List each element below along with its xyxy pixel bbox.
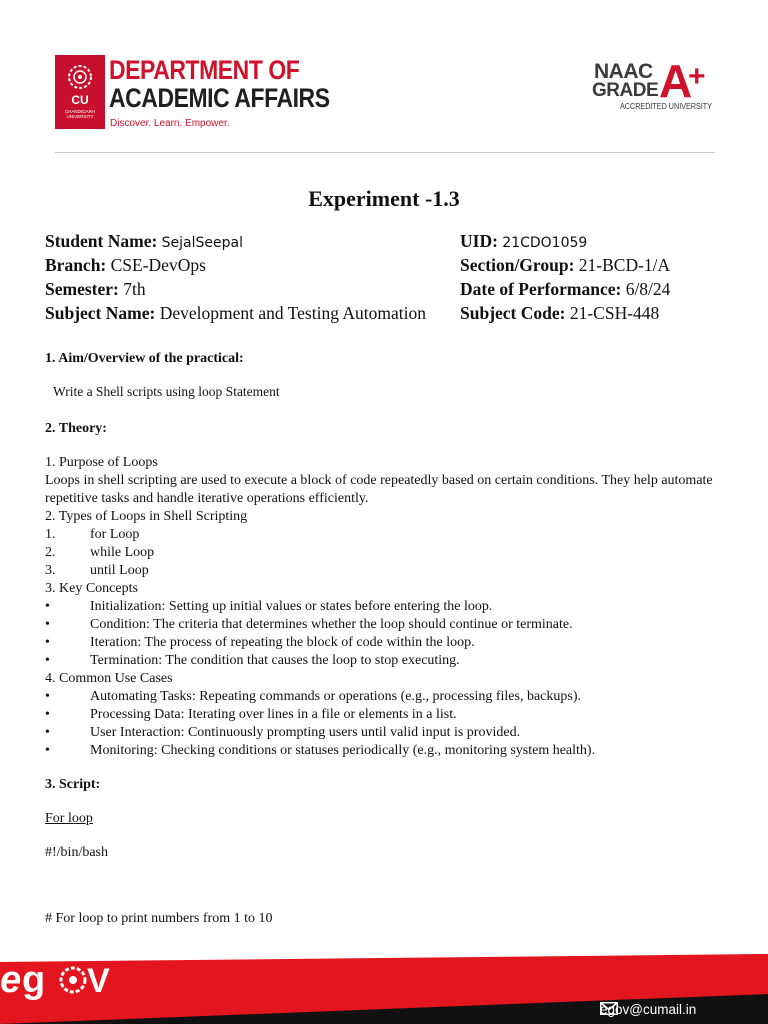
aim-heading: 1. Aim/Overview of the practical: [45,351,244,366]
uid-value: 21CDO1059 [502,235,588,251]
list-item [45,562,725,580]
grade-value: A [659,55,693,107]
header-divider [55,152,715,153]
purpose-text: Loops in shell scripting are used to execute a block of code repeatedly based on certain conditions. They help automate repetitive tasks and handle iterative operations efficiently. [45,473,713,506]
bullet: • [45,725,50,740]
subject-name-row [45,301,426,325]
student-name-value: SejalSeepal [161,235,243,251]
student-name-row [45,229,426,253]
subject-name-value: Development and Testing Automation [159,303,426,323]
uid-label: UID: [460,231,498,251]
list-text: Processing Data: Iterating over lines in a file or elements in a list. [90,707,457,722]
branch-row [45,253,426,277]
bullet: • [45,707,50,722]
date-row [460,277,670,301]
list-item [45,742,725,760]
department-tagline: Discover. Learn. Empower. [110,118,230,129]
egov-logo [0,954,130,1004]
list-text: Automating Tasks: Repeating commands or operations (e.g., processing files, backups). [90,689,581,704]
student-name-label: Student Name: [45,231,158,251]
bullet: • [45,653,50,668]
semester-value: 7th [123,279,146,299]
subject-code-value: 21-CSH-448 [569,303,660,323]
department-line2: ACADEMIC AFFAIRS [109,83,330,113]
naac-text: NAAC [594,60,653,83]
bullet: • [45,743,50,758]
section-value: 21-BCD-1/A [578,255,671,275]
svg-text:V: V [87,962,110,1000]
list-text: Initialization: Setting up initial values or states before entering the loop. [90,599,493,614]
list-text: Monitoring: Checking conditions or statuses periodically (e.g., monitoring system health). [90,743,596,758]
list-item [45,544,725,562]
bullet: • [45,617,50,632]
theory-body [45,454,725,760]
theory-heading: 2. Theory: [45,421,107,436]
cu-emblem-icon [64,61,96,93]
naac-badge [592,55,717,118]
script-comment: # For loop to print numbers from 1 to 10 [45,911,273,926]
list-item [45,724,725,742]
footer-banner [0,954,768,1024]
list-text: for Loop [90,527,140,542]
subject-name-label: Subject Name: [45,303,156,323]
list-text: until Loop [90,563,149,578]
uid-row [460,229,670,253]
branch-value: CSE-DevOps [110,255,206,275]
section-row [460,253,670,277]
list-item [45,526,725,544]
list-text: Iteration: The process of repeating the block of code within the loop. [90,635,475,650]
student-info-left [45,229,426,325]
date-label: Date of Performance: [460,279,622,299]
list-text: User Interaction: Continuously prompting users until valid input is provided. [90,725,521,740]
list-number: 2. [45,545,56,560]
logo-subtext: CHANDIGARH UNIVERSITY [64,109,96,119]
list-text: Condition: The criteria that determines whether the loop should continue or terminate. [90,617,573,632]
purpose-heading: 1. Purpose of Loops [45,455,158,470]
list-item [45,688,725,706]
svg-text:g: g [22,959,46,1001]
section-label: Section/Group: [460,255,575,275]
list-number: 1. [45,527,56,542]
subject-code-label: Subject Code: [460,303,566,323]
concepts-heading: 3. Key Concepts [45,581,138,596]
cu-logo [55,55,105,129]
list-text: Termination: The condition that causes the loop to stop executing. [90,653,460,668]
shebang-line: #!/bin/bash [45,845,108,860]
bullet: • [45,689,50,704]
department-line1: DEPARTMENT OF [109,55,300,85]
mail-icon [600,1002,618,1015]
usecases-heading: 4. Common Use Cases [45,671,173,686]
experiment-title: Experiment -1.3 [308,186,460,211]
aim-text: Write a Shell scripts using loop Statement [53,384,280,399]
bullet: • [45,635,50,650]
department-title [109,56,369,112]
script-heading: 3. Script: [45,777,101,792]
list-item [45,616,725,634]
branch-label: Branch: [45,255,107,275]
date-value: 6/8/24 [625,279,671,299]
grade-plus: + [688,60,706,93]
list-number: 3. [45,563,56,578]
list-item [45,598,725,616]
semester-label: Semester: [45,279,119,299]
list-item [45,706,725,724]
bullet: • [45,599,50,614]
types-heading: 2. Types of Loops in Shell Scripting [45,509,248,524]
logo-text: CU [71,93,89,107]
list-text: while Loop [90,545,155,560]
grade-text: GRADE [592,80,659,101]
subject-code-row [460,301,670,325]
student-info-right [460,229,670,325]
svg-text:e: e [0,959,22,1001]
list-item [45,634,725,652]
semester-row [45,277,426,301]
footer-email-text: egov@cumail.in [600,1002,697,1017]
for-loop-link[interactable]: For loop [45,811,93,826]
accredited-text: ACCREDITED UNIVERSITY [620,102,713,111]
footer-email[interactable] [600,1002,696,1017]
list-item [45,652,725,670]
